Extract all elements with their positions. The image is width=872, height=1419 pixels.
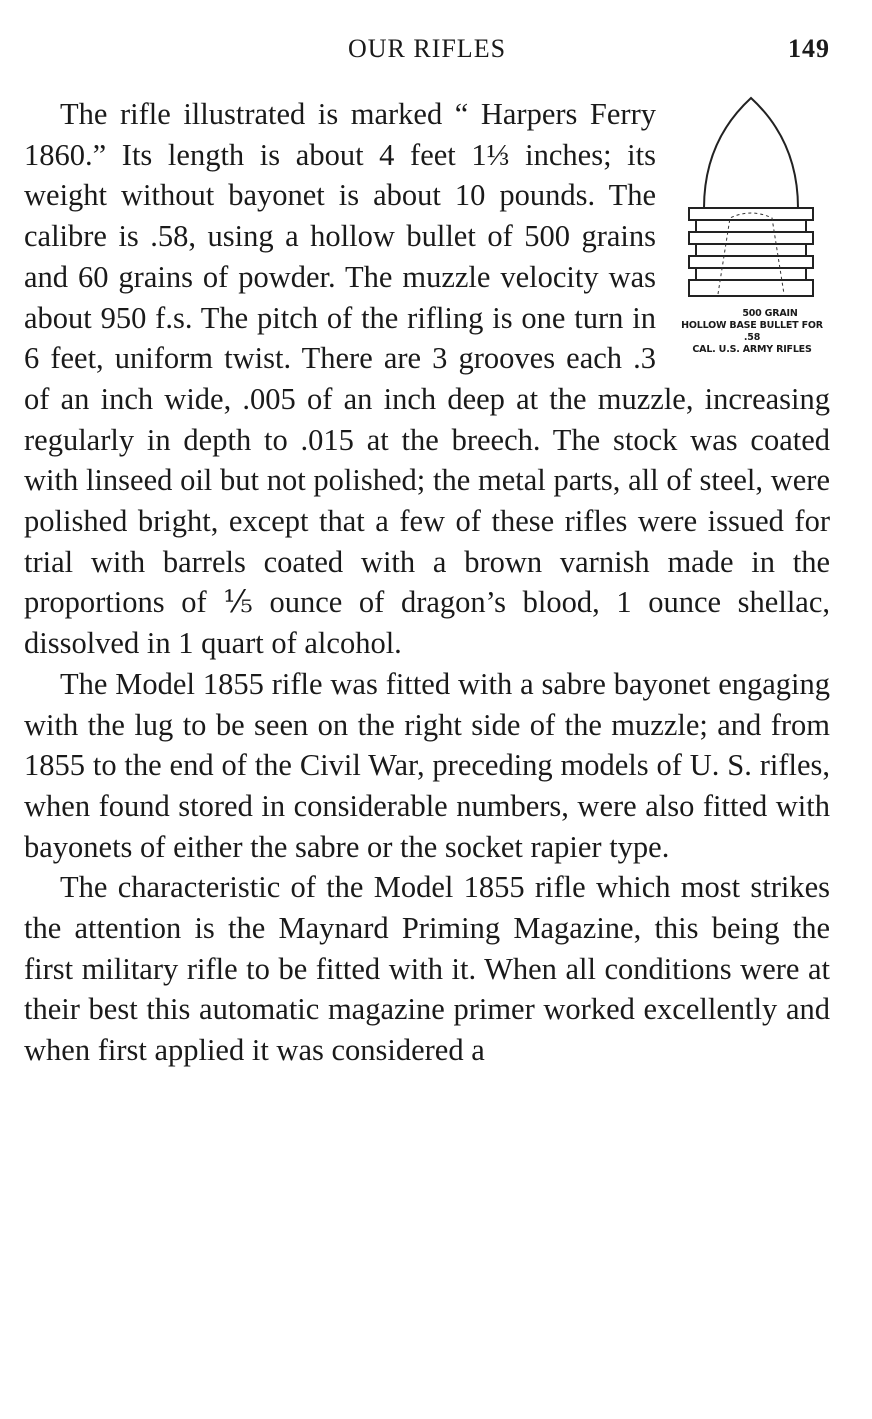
figure-caption xyxy=(674,308,830,356)
running-title: OUR RIFLES xyxy=(347,34,507,63)
caption-line-1: 500 GRAIN xyxy=(742,308,798,319)
caption-line-2: HOLLOW BASE BULLET FOR .58 xyxy=(681,320,823,343)
page-number: 149 xyxy=(788,34,830,63)
paragraph-2: The Model 1855 rifle was fitted with a sabre bayonet engaging with the lug to be seen on the right side of the muzzle; and from 1855 to the end of the Civil War, preceding models of U. S. rifles, when found stored in considerable numbers, were also fitted with bayonets of either the sabre or the socket rapier type. xyxy=(24,666,830,864)
caption-line-3: CAL. U.S. ARMY RIFLES xyxy=(692,344,812,355)
paragraph-1 xyxy=(24,94,830,664)
paragraph-1-text: The rifle illustrated is marked “ Harpers Ferry 1860.” Its length is about 4 feet 1⅓ inches; its weight without bayonet is about 10 pounds. The calibre is .58, using a hollow bullet of 500 grains and 60 grains of powder. The muzzle velocity was about 950 f.s. The pitch of the rifling is one turn in 6 feet, uniform twist. There are 3 grooves each .3 of an inch wide, .005 of an inch deep at the muzzle, increasing regularly in depth to .015 at the breech. The stock was coated with linseed oil but not polished; the metal parts, all of steel, were polished bright, except that a few of these rifles were issued for trial with barrels coated with a brown varnish made in the proportions of ⅕ ounce of dragon’s blood, 1 ounce shellac, dissolved in 1 quart of alcohol. xyxy=(24,97,830,661)
running-header xyxy=(24,34,830,70)
page-body xyxy=(24,94,830,1071)
hollow-base-bullet-icon xyxy=(686,96,816,308)
paragraph-3: The characteristic of the Model 1855 rifle which most strikes the attention is the Maynard Priming Magazine, this being the first military rifle to be fitted with it. When all conditions were at their best this automatic magazine primer worked excellently and when first applied it was considered a xyxy=(24,870,830,1068)
bullet-figure xyxy=(674,96,830,355)
